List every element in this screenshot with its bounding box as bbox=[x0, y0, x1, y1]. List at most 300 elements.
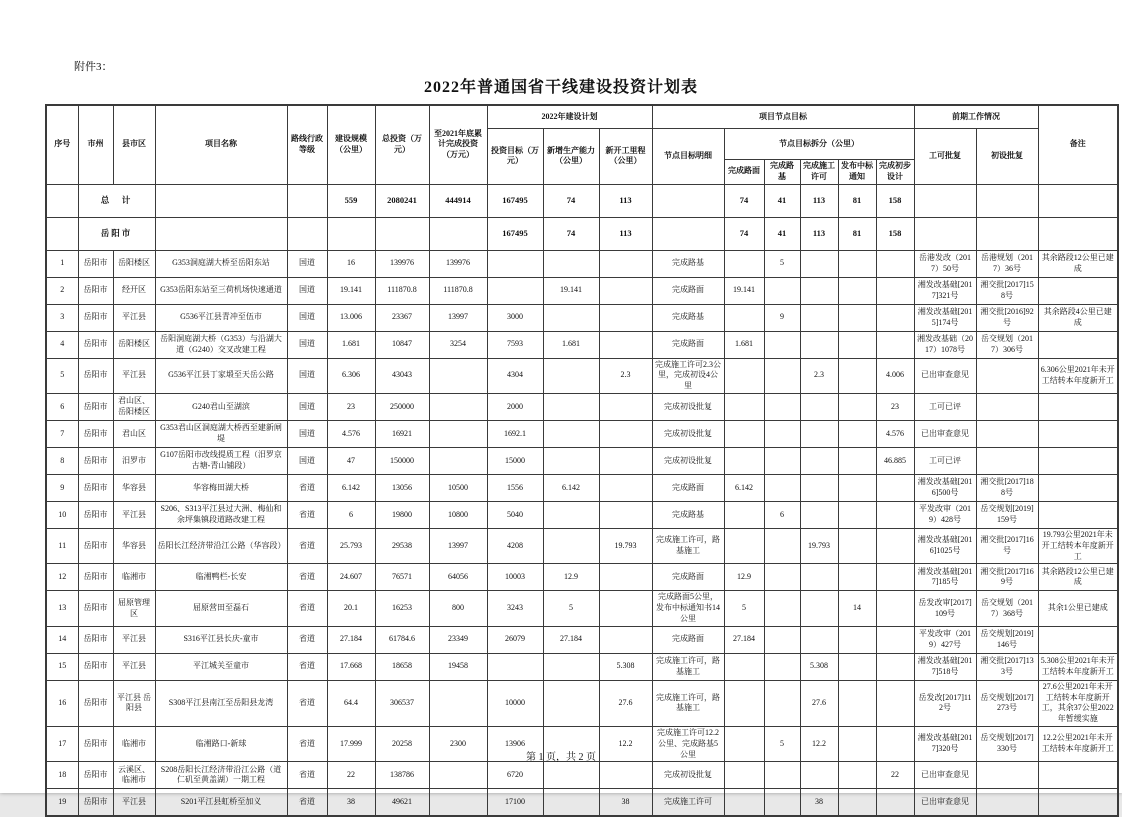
table-cell bbox=[800, 762, 838, 789]
table-cell bbox=[876, 501, 914, 528]
table-cell bbox=[976, 420, 1038, 447]
table-cell: 113 bbox=[599, 184, 652, 217]
table-cell: 4.576 bbox=[876, 420, 914, 447]
table-cell: 6.142 bbox=[327, 474, 375, 501]
table-cell: 2000 bbox=[487, 393, 543, 420]
table-cell bbox=[487, 653, 543, 680]
table-cell: G353洞庭湖大桥至岳阳东站 bbox=[155, 250, 287, 277]
table-cell: 省道 bbox=[287, 474, 327, 501]
table-cell: G353君山区洞庭湖大桥西至建新闸堤 bbox=[155, 420, 287, 447]
table-cell bbox=[838, 680, 876, 726]
table-cell: 29538 bbox=[375, 528, 429, 563]
table-cell: 23349 bbox=[429, 626, 487, 653]
table-cell: 工可已评 bbox=[914, 447, 976, 474]
table-cell: 111870.8 bbox=[429, 277, 487, 304]
table-row bbox=[46, 762, 1118, 789]
table-cell: 岳阳市 bbox=[78, 250, 113, 277]
table-cell: 13997 bbox=[429, 304, 487, 331]
table-cell bbox=[800, 393, 838, 420]
table-cell: 5040 bbox=[487, 501, 543, 528]
col-header: 初设批复 bbox=[976, 129, 1038, 185]
table-cell: 49621 bbox=[375, 789, 429, 817]
city-row bbox=[46, 217, 1118, 250]
table-cell bbox=[543, 653, 599, 680]
table-cell: 16 bbox=[46, 680, 78, 726]
table-cell: 湘交批[2016]92号 bbox=[976, 304, 1038, 331]
table-cell bbox=[287, 217, 327, 250]
table-cell: 完成路面5公里，发布中标通知书14公里 bbox=[652, 591, 724, 626]
table-cell: 7 bbox=[46, 420, 78, 447]
table-cell: 完成路基 bbox=[652, 501, 724, 528]
table-cell: 23 bbox=[327, 393, 375, 420]
table-cell bbox=[599, 474, 652, 501]
table-cell bbox=[876, 474, 914, 501]
table-cell bbox=[487, 277, 543, 304]
total-row bbox=[46, 184, 1118, 217]
table-cell: 18658 bbox=[375, 653, 429, 680]
table-cell bbox=[800, 277, 838, 304]
table-cell: 16253 bbox=[375, 591, 429, 626]
table-cell: 完成施工许可，路基施工 bbox=[652, 653, 724, 680]
table-cell: 平发改审（2019）428号 bbox=[914, 501, 976, 528]
table-cell: 屈原营田至磊石 bbox=[155, 591, 287, 626]
table-cell bbox=[976, 789, 1038, 817]
table-cell bbox=[876, 789, 914, 817]
table-cell: 国道 bbox=[287, 331, 327, 358]
table-cell: 5 bbox=[46, 358, 78, 393]
table-cell: 113 bbox=[800, 184, 838, 217]
col-header: 项目节点目标 bbox=[652, 105, 914, 129]
table-cell bbox=[429, 762, 487, 789]
table-cell bbox=[976, 358, 1038, 393]
table-cell: 27.184 bbox=[543, 626, 599, 653]
table-cell: 华容县 bbox=[113, 528, 155, 563]
table-cell bbox=[429, 789, 487, 817]
table-cell: 12.2 bbox=[800, 726, 838, 761]
table-row bbox=[46, 653, 1118, 680]
table-container bbox=[45, 104, 1115, 817]
table-cell bbox=[876, 653, 914, 680]
table-cell: 岳阳市 bbox=[78, 474, 113, 501]
table-cell bbox=[876, 680, 914, 726]
table-row bbox=[46, 358, 1118, 393]
table-cell bbox=[543, 762, 599, 789]
table-cell: 4.576 bbox=[327, 420, 375, 447]
table-cell: 1.681 bbox=[724, 331, 764, 358]
col-header: 备注 bbox=[1038, 105, 1118, 184]
table-cell: 16921 bbox=[375, 420, 429, 447]
table-cell bbox=[800, 304, 838, 331]
table-cell: 9 bbox=[46, 474, 78, 501]
table-cell bbox=[876, 528, 914, 563]
col-header: 总投资（万元） bbox=[375, 105, 429, 184]
table-cell: 岳阳市 bbox=[78, 358, 113, 393]
table-cell: 111870.8 bbox=[375, 277, 429, 304]
table-cell bbox=[375, 217, 429, 250]
table-cell: 已出审查意见 bbox=[914, 420, 976, 447]
table-cell: 完成施工许可2.3公里，完成初设4公里 bbox=[652, 358, 724, 393]
table-cell: 113 bbox=[599, 217, 652, 250]
table-row bbox=[46, 680, 1118, 726]
table-cell bbox=[599, 250, 652, 277]
table-cell: 38 bbox=[599, 789, 652, 817]
table-cell: 1556 bbox=[487, 474, 543, 501]
table-cell: 汨罗市 bbox=[113, 447, 155, 474]
table-cell: 46.885 bbox=[876, 447, 914, 474]
table-cell: 屈原管理区 bbox=[113, 591, 155, 626]
table-cell: 3243 bbox=[487, 591, 543, 626]
table-cell: 10847 bbox=[375, 331, 429, 358]
table-cell: 26079 bbox=[487, 626, 543, 653]
col-header: 投资目标（万元） bbox=[487, 129, 543, 185]
table-cell: 47 bbox=[327, 447, 375, 474]
table-cell bbox=[976, 217, 1038, 250]
table-cell: 省道 bbox=[287, 680, 327, 726]
table-cell: 12.2公里2021年未开工结转本年度新开工 bbox=[1038, 726, 1118, 761]
table-cell: 君山区 bbox=[113, 420, 155, 447]
table-row bbox=[46, 250, 1118, 277]
table-cell: 岳阳市 bbox=[78, 591, 113, 626]
table-cell bbox=[1038, 501, 1118, 528]
table-cell bbox=[838, 420, 876, 447]
table-cell bbox=[914, 184, 976, 217]
table-cell bbox=[1038, 184, 1118, 217]
table-cell bbox=[543, 358, 599, 393]
table-row bbox=[46, 528, 1118, 563]
table-cell: 国道 bbox=[287, 420, 327, 447]
col-header: 工可批复 bbox=[914, 129, 976, 185]
table-cell: 湘交批[2017]16号 bbox=[976, 528, 1038, 563]
table-cell: 74 bbox=[724, 217, 764, 250]
table-cell bbox=[1038, 331, 1118, 358]
col-header: 发布中标通知 bbox=[838, 160, 876, 185]
table-cell: 湘发改基础[2016]1025号 bbox=[914, 528, 976, 563]
table-cell: 岳交规划（2017）306号 bbox=[976, 331, 1038, 358]
table-cell: 完成路基 bbox=[652, 304, 724, 331]
table-cell bbox=[1038, 762, 1118, 789]
col-header: 市州 bbox=[78, 105, 113, 184]
table-cell: S206、S313平江县过大洲、梅仙和余坪集镇段道路改建工程 bbox=[155, 501, 287, 528]
table-cell: 岳交规划[2019]146号 bbox=[976, 626, 1038, 653]
table-cell: 61784.6 bbox=[375, 626, 429, 653]
table-cell bbox=[764, 331, 800, 358]
table-cell: 2 bbox=[46, 277, 78, 304]
table-cell: 岳阳长江经济带沿江公路（华容段） bbox=[155, 528, 287, 563]
table-cell: 国道 bbox=[287, 358, 327, 393]
table-cell: 国道 bbox=[287, 447, 327, 474]
table-cell: 18 bbox=[46, 762, 78, 789]
table-cell: 13.006 bbox=[327, 304, 375, 331]
table-cell bbox=[543, 789, 599, 817]
table-cell: 12 bbox=[46, 564, 78, 591]
table-cell bbox=[764, 789, 800, 817]
table-cell bbox=[1038, 393, 1118, 420]
table-cell bbox=[46, 184, 78, 217]
table-cell: 岳阳市 bbox=[78, 447, 113, 474]
table-cell: 其余路段12公里已建成 bbox=[1038, 250, 1118, 277]
table-cell: 其余路段4公里已建成 bbox=[1038, 304, 1118, 331]
table-cell: 167495 bbox=[487, 184, 543, 217]
table-cell: 完成初设批复 bbox=[652, 447, 724, 474]
table-cell bbox=[764, 762, 800, 789]
table-cell: 41 bbox=[764, 184, 800, 217]
table-row bbox=[46, 474, 1118, 501]
table-cell: 湘发改基础（2017）1078号 bbox=[914, 331, 976, 358]
table-cell: 湘发改基础[2017]185号 bbox=[914, 564, 976, 591]
table-cell bbox=[487, 250, 543, 277]
table-cell bbox=[652, 184, 724, 217]
table-cell bbox=[724, 528, 764, 563]
table-cell bbox=[838, 393, 876, 420]
table-cell bbox=[876, 331, 914, 358]
table-cell bbox=[543, 528, 599, 563]
table-cell: 19.793公里2021年未开工结转本年度新开工 bbox=[1038, 528, 1118, 563]
table-cell: 岳阳洞庭湖大桥（G353）与沿湖大道（G240）交叉改建工程 bbox=[155, 331, 287, 358]
table-cell: 岳阳市 bbox=[78, 626, 113, 653]
table-row bbox=[46, 789, 1118, 817]
table-cell bbox=[764, 420, 800, 447]
table-cell bbox=[876, 591, 914, 626]
table-row bbox=[46, 501, 1118, 528]
table-cell: 临湘市 bbox=[113, 564, 155, 591]
table-cell: 10800 bbox=[429, 501, 487, 528]
table-cell: 41 bbox=[764, 217, 800, 250]
table-cell: 省道 bbox=[287, 591, 327, 626]
table-cell: S308平江县南江至岳阳县龙湾 bbox=[155, 680, 287, 726]
table-cell: 17.999 bbox=[327, 726, 375, 761]
table-cell bbox=[838, 501, 876, 528]
table-cell bbox=[287, 184, 327, 217]
page-title: 2022年普通国省干线建设投资计划表 bbox=[423, 79, 698, 96]
table-cell bbox=[724, 304, 764, 331]
table-head bbox=[46, 105, 1118, 184]
table-cell bbox=[876, 564, 914, 591]
table-cell: 国道 bbox=[287, 277, 327, 304]
table-cell: 1.681 bbox=[327, 331, 375, 358]
table-cell: 150000 bbox=[375, 447, 429, 474]
table-cell: 云溪区、临湘市 bbox=[113, 762, 155, 789]
table-cell bbox=[543, 250, 599, 277]
table-cell: 559 bbox=[327, 184, 375, 217]
table-cell: 27.184 bbox=[327, 626, 375, 653]
table-cell: 省道 bbox=[287, 528, 327, 563]
table-cell bbox=[599, 762, 652, 789]
table-row bbox=[46, 277, 1118, 304]
table-cell bbox=[429, 217, 487, 250]
table-cell bbox=[800, 564, 838, 591]
table-row bbox=[46, 591, 1118, 626]
table-cell: 64.4 bbox=[327, 680, 375, 726]
table-cell: 250000 bbox=[375, 393, 429, 420]
table-cell bbox=[599, 564, 652, 591]
table-cell: 4 bbox=[46, 331, 78, 358]
table-cell: 完成路面 bbox=[652, 331, 724, 358]
table-cell: 27.184 bbox=[724, 626, 764, 653]
table-cell: 省道 bbox=[287, 726, 327, 761]
table-cell: 已出审查意见 bbox=[914, 762, 976, 789]
table-cell: 10 bbox=[46, 501, 78, 528]
table-cell: 6.142 bbox=[724, 474, 764, 501]
table-cell: 4208 bbox=[487, 528, 543, 563]
table-cell: 1 bbox=[46, 250, 78, 277]
attachment-label: 附件3： bbox=[74, 61, 113, 73]
table-cell: 省道 bbox=[287, 762, 327, 789]
table-cell: 11 bbox=[46, 528, 78, 563]
table-row bbox=[46, 420, 1118, 447]
table-cell bbox=[724, 653, 764, 680]
table-cell: 19800 bbox=[375, 501, 429, 528]
table-cell: 省道 bbox=[287, 626, 327, 653]
table-cell: 158 bbox=[876, 217, 914, 250]
table-cell: 平江县 bbox=[113, 304, 155, 331]
table-cell: 74 bbox=[543, 217, 599, 250]
table-cell: 经开区 bbox=[113, 277, 155, 304]
table-cell: 湘发改基础[2017]321号 bbox=[914, 277, 976, 304]
table-cell bbox=[876, 250, 914, 277]
table-cell: 2300 bbox=[429, 726, 487, 761]
table-cell: 华容县 bbox=[113, 474, 155, 501]
table-cell: 岳交规划[2017]330号 bbox=[976, 726, 1038, 761]
table-cell: 岳阳市 bbox=[78, 501, 113, 528]
table-cell: 800 bbox=[429, 591, 487, 626]
table-cell: 76571 bbox=[375, 564, 429, 591]
table-cell: 岳交规划（2017）368号 bbox=[976, 591, 1038, 626]
table-cell: 6.142 bbox=[543, 474, 599, 501]
table-cell bbox=[800, 474, 838, 501]
table-cell bbox=[764, 358, 800, 393]
table-cell bbox=[838, 564, 876, 591]
table-cell: 15000 bbox=[487, 447, 543, 474]
table-cell bbox=[599, 591, 652, 626]
table-cell bbox=[429, 420, 487, 447]
table-cell: 64056 bbox=[429, 564, 487, 591]
table-cell bbox=[543, 501, 599, 528]
table-cell bbox=[724, 250, 764, 277]
table-cell: 19.141 bbox=[724, 277, 764, 304]
table-cell: 岳阳市 bbox=[78, 217, 155, 250]
table-cell: 23 bbox=[876, 393, 914, 420]
table-cell: 14 bbox=[46, 626, 78, 653]
table-cell bbox=[838, 626, 876, 653]
table-cell: 7593 bbox=[487, 331, 543, 358]
col-header: 完成路基 bbox=[764, 160, 800, 185]
table-cell: 完成路面 bbox=[652, 474, 724, 501]
table-cell: 其余1公里已建成 bbox=[1038, 591, 1118, 626]
table-cell: 岳发改审[2017]109号 bbox=[914, 591, 976, 626]
table-cell bbox=[599, 304, 652, 331]
table-row bbox=[46, 331, 1118, 358]
table-cell bbox=[652, 217, 724, 250]
table-cell bbox=[800, 331, 838, 358]
table-cell: 平江县 岳阳县 bbox=[113, 680, 155, 726]
table-cell: 81 bbox=[838, 184, 876, 217]
table-cell: 国道 bbox=[287, 393, 327, 420]
table-cell: 平江县 bbox=[113, 358, 155, 393]
table-cell: 华容梅田湖大桥 bbox=[155, 474, 287, 501]
table-cell bbox=[724, 680, 764, 726]
table-row bbox=[46, 564, 1118, 591]
table-cell: 总 计 bbox=[78, 184, 155, 217]
table-cell bbox=[724, 762, 764, 789]
table-cell: 岳发改[2017]112号 bbox=[914, 680, 976, 726]
table-cell: 43043 bbox=[375, 358, 429, 393]
table-cell: 岳阳市 bbox=[78, 653, 113, 680]
table-cell: 完成初设批复 bbox=[652, 762, 724, 789]
table-cell: 岳交规划[2019]159号 bbox=[976, 501, 1038, 528]
table-cell: 13997 bbox=[429, 528, 487, 563]
col-header: 至2021年底累计完成投资（万元） bbox=[429, 105, 487, 184]
table-cell: 27.6 bbox=[599, 680, 652, 726]
table-cell bbox=[1038, 789, 1118, 817]
table-cell bbox=[838, 447, 876, 474]
table-cell bbox=[1038, 277, 1118, 304]
table-cell: 完成路面 bbox=[652, 277, 724, 304]
table-cell: 14 bbox=[838, 591, 876, 626]
table-cell: 113 bbox=[800, 217, 838, 250]
table-cell: 6 bbox=[46, 393, 78, 420]
table-row bbox=[46, 304, 1118, 331]
table-cell bbox=[599, 447, 652, 474]
table-cell bbox=[1038, 420, 1118, 447]
table-cell: 2.3 bbox=[599, 358, 652, 393]
table-cell bbox=[838, 331, 876, 358]
table-cell: 岳阳市 bbox=[78, 304, 113, 331]
table-cell: 5.308 bbox=[800, 653, 838, 680]
table-cell bbox=[976, 447, 1038, 474]
table-cell bbox=[599, 626, 652, 653]
table-cell bbox=[327, 217, 375, 250]
col-header: 新开工里程（公里） bbox=[599, 129, 652, 185]
table-cell: 5 bbox=[724, 591, 764, 626]
table-cell: 15 bbox=[46, 653, 78, 680]
table-cell bbox=[800, 591, 838, 626]
table-cell bbox=[764, 447, 800, 474]
table-cell: 完成路基 bbox=[652, 250, 724, 277]
table-cell: G353岳阳东站至三荷机场快速通道 bbox=[155, 277, 287, 304]
col-header: 建设规模（公里） bbox=[327, 105, 375, 184]
table-cell: 19 bbox=[46, 789, 78, 817]
table-cell: 19.793 bbox=[800, 528, 838, 563]
table-cell: 湘交批[2017]169号 bbox=[976, 564, 1038, 591]
table-cell: 13906 bbox=[487, 726, 543, 761]
table-cell: 22 bbox=[327, 762, 375, 789]
table-cell: 岳阳市 bbox=[78, 680, 113, 726]
table-body bbox=[46, 184, 1118, 816]
table-cell bbox=[800, 626, 838, 653]
table-cell bbox=[543, 393, 599, 420]
col-header: 2022年建设计划 bbox=[487, 105, 652, 129]
table-cell bbox=[724, 789, 764, 817]
table-cell: 省道 bbox=[287, 789, 327, 817]
table-cell bbox=[838, 474, 876, 501]
table-cell: 岳阳市 bbox=[78, 762, 113, 789]
table-cell: 5.308公里2021年未开工结转本年度新开工 bbox=[1038, 653, 1118, 680]
table-cell: 3 bbox=[46, 304, 78, 331]
table-cell bbox=[838, 653, 876, 680]
col-header: 新增生产能力（公里） bbox=[543, 129, 599, 185]
col-header: 完成路面 bbox=[724, 160, 764, 185]
table-cell: 平江县 bbox=[113, 501, 155, 528]
table-cell: 完成初设批复 bbox=[652, 393, 724, 420]
table-cell: G240君山至湖滨 bbox=[155, 393, 287, 420]
table-cell bbox=[543, 420, 599, 447]
table-cell bbox=[838, 358, 876, 393]
investment-table bbox=[45, 104, 1119, 817]
table-cell: 1.681 bbox=[543, 331, 599, 358]
table-cell: 12.2 bbox=[599, 726, 652, 761]
table-cell: 81 bbox=[838, 217, 876, 250]
table-cell: 平江县 bbox=[113, 626, 155, 653]
